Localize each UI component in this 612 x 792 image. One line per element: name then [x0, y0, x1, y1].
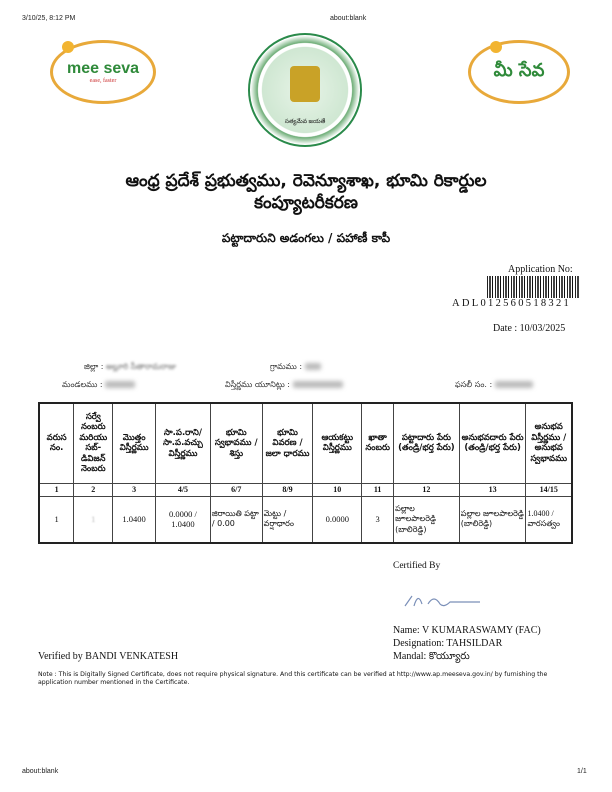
mandal-field [62, 380, 135, 391]
district-value: అల్లూరి సీతారామరాజు [106, 362, 177, 371]
page-count: 1/1 [577, 768, 587, 775]
col-number: 13 [459, 483, 526, 497]
cell-khata-number: 3 [362, 497, 394, 543]
date [493, 323, 565, 334]
col-number: 14/15 [526, 483, 572, 497]
col-number: 12 [394, 483, 460, 497]
col-header: మొత్తం విస్తీర్ణము [113, 403, 156, 483]
district-field [84, 362, 176, 373]
col-header: భూమి వివరణ / జలా ధారము [262, 403, 313, 483]
logo-text: mee seva [66, 60, 140, 77]
certifier-mandal: Mandal: కొయ్యూరు [393, 651, 470, 662]
note: Note : This is Digitally Signed Certificate, does not require physical signature. And this certificate can be verified at http://www.ap.meeseva.gov.in/ by furnishing the application number mentioned in the Certificate. [38, 671, 548, 686]
col-number: 6/7 [210, 483, 262, 497]
cell-pattadar-name: పల్లాల జూలపాలరెడ్డి (బాలిరెడ్డి) [394, 497, 460, 543]
smiley-icon [490, 41, 502, 53]
cell-land-description: మెట్టు / వర్షాధారం [262, 497, 313, 543]
adangal-table [38, 402, 573, 544]
col-number: 10 [313, 483, 362, 497]
application-number: ADL012560518321 [452, 298, 572, 309]
col-header: సర్వే నంబరు మరియు సబ్-డివిజన్ నెంబరు [74, 403, 113, 483]
village-label: గ్రామము : [270, 362, 303, 371]
cell-survey-number: 1 [74, 497, 113, 543]
print-datetime: 3/10/25, 8:12 PM [22, 15, 76, 22]
certifier-name: Name: V KUMARASWAMY (FAC) [393, 625, 541, 636]
meeseva-logo-right [468, 40, 570, 104]
footer-url: about:blank [22, 768, 59, 775]
certifier-designation: Designation: TAHSILDAR [393, 638, 503, 649]
logo-tagline: ease, faster [89, 78, 117, 84]
cell-cultivable-area: 0.0000 / 1.0400 [156, 497, 211, 543]
ap-government-seal [248, 33, 362, 147]
col-header: ఆయకట్టు విస్తీర్ణము [313, 403, 362, 483]
col-header: వరుస నం. [39, 403, 74, 483]
date-value: 10/03/2025 [519, 323, 566, 334]
area-unit-label: విస్తీర్ణము యూనిట్లు : [225, 380, 291, 389]
cell-serial: 1 [39, 497, 74, 543]
logo-text-telugu: మీ సేవ [493, 59, 545, 81]
col-number: 4/5 [156, 483, 211, 497]
table-row [39, 497, 572, 543]
certified-by-label: Certified By [393, 561, 441, 571]
cell-enjoyment: 1.0400 / వారసత్వం [526, 497, 572, 543]
col-number: 1 [39, 483, 74, 497]
mandal-label: మండలము : [62, 380, 103, 389]
col-header: అనుభవ విస్తీర్ణము / అనుభవ స్వభావము [526, 403, 572, 483]
title-line-2: కంప్యూటరీకరణ [254, 193, 358, 213]
cell-enjoyer-name: పల్లాల జూలపాలరెడ్డి (బాలిరెడ్డి) [459, 497, 526, 543]
col-header: అనుభవదారు పేరు (తండ్రి/భర్త పేరు) [459, 403, 526, 483]
page-title [0, 170, 612, 214]
cell-ayacut-area: 0.0000 [313, 497, 362, 543]
subtitle: పట్టాదారుని అడంగలు / పహాణీ కాపీ [221, 231, 391, 245]
table-header-row [39, 403, 572, 483]
col-header: భూమి స్వభావము / శిస్తు [210, 403, 262, 483]
certifier-details [393, 624, 541, 663]
verified-by: Verified by BANDI VENKATESH [38, 651, 179, 662]
cell-land-nature: జిరాయితి పట్టా / 0.00 [210, 497, 262, 543]
col-header: సా.ప.రాని/ సా.ప.వచ్చు విస్తీర్ణము [156, 403, 211, 483]
date-label: Date : [493, 323, 518, 334]
district-label: జిల్లా : [84, 362, 104, 371]
col-number: 8/9 [262, 483, 313, 497]
col-number: 2 [74, 483, 113, 497]
fasli-label: ఫసలీ సం. : [455, 380, 493, 389]
cell-total-area: 1.0400 [113, 497, 156, 543]
col-number: 11 [362, 483, 394, 497]
seal-motto: సత్యమేవ జయతే [284, 119, 326, 125]
print-url: about:blank [330, 15, 367, 22]
barcode [487, 276, 580, 298]
col-number: 3 [113, 483, 156, 497]
application-label: Application No: [508, 264, 573, 275]
fasli-field [455, 380, 533, 391]
smiley-icon [62, 41, 74, 53]
col-header: ఖాతా నంబరు [362, 403, 394, 483]
emblem-icon [290, 66, 320, 102]
village-field [270, 362, 321, 373]
column-number-row [39, 483, 572, 497]
area-unit-field [225, 380, 343, 391]
col-header: పట్టాదారు పేరు (తండ్రి/భర్త పేరు) [394, 403, 460, 483]
signature-image [400, 588, 500, 613]
title-line-1: ఆంధ్ర ప్రదేశ్ ప్రభుత్వము, రెవెన్యూశాఖ, భూమి రికార్డుల [125, 171, 487, 191]
